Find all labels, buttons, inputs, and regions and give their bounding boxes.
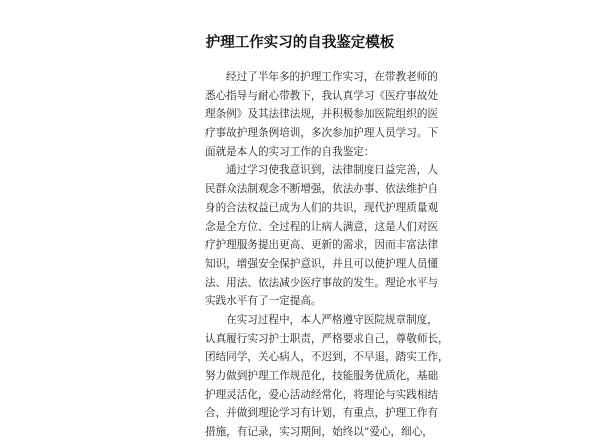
document-body bbox=[205, 68, 449, 442]
body-line: 努力做到护理工作规范化，技能服务优质化，基础 bbox=[205, 370, 439, 382]
body-line: 合，并做到理论学习有计划，有重点，护理工作有 bbox=[205, 407, 439, 420]
body-line: 措施，有记录，实习期间，始终以”爱心，细心， bbox=[205, 426, 433, 439]
body-line: 悉心指导与耐心带教下，我认真学习《医疗事故处 bbox=[205, 89, 439, 102]
body-line: 面就是本人的实习工作的自我鉴定： bbox=[205, 145, 375, 158]
body-line: 护理灵活化，爱心活动经常化，将理论与实践相结 bbox=[205, 388, 439, 401]
body-line: 理条例》及其法律法规，并积极参加医院组织的医 bbox=[205, 108, 439, 121]
body-line: 疗事故护理条例培训，多次参加护理人员学习。下 bbox=[205, 127, 439, 140]
body-line: 知识，增强安全保护意识，并且可以使护理人员懂 bbox=[205, 257, 439, 270]
body-line: 实践水平有了一定提高。 bbox=[205, 295, 322, 308]
body-line: 认真履行实习护士职责，严格要求自己，尊敬师长， bbox=[205, 332, 449, 345]
body-line: 通过学习使我意识到，法律制度日益完善，人 bbox=[226, 164, 438, 177]
body-line: 团结同学，关心病人，不迟到，不早退，踏实工作， bbox=[205, 351, 449, 364]
body-line: 经过了半年多的护理工作实习，在带教老师的 bbox=[226, 71, 438, 83]
document-title: 护理工作实习的自我鉴定模板 bbox=[205, 35, 395, 51]
body-line: 在实习过程中，本人严格遵守医院规章制度， bbox=[226, 313, 438, 326]
body-line: 念是全方位、全过程的让病人满意，这是人们对医 bbox=[205, 220, 439, 233]
body-line: 疗护理服务提出更高、更新的需求，因而丰富法律 bbox=[205, 239, 439, 252]
body-line: 民群众法制观念不断增强，依法办事、依法维护自 bbox=[205, 183, 439, 196]
body-line: 身的合法权益已成为人们的共识，现代护理质量观 bbox=[205, 201, 439, 214]
body-line: 法、用法、依法减少医疗事故的发生。理论水平与 bbox=[205, 276, 439, 289]
